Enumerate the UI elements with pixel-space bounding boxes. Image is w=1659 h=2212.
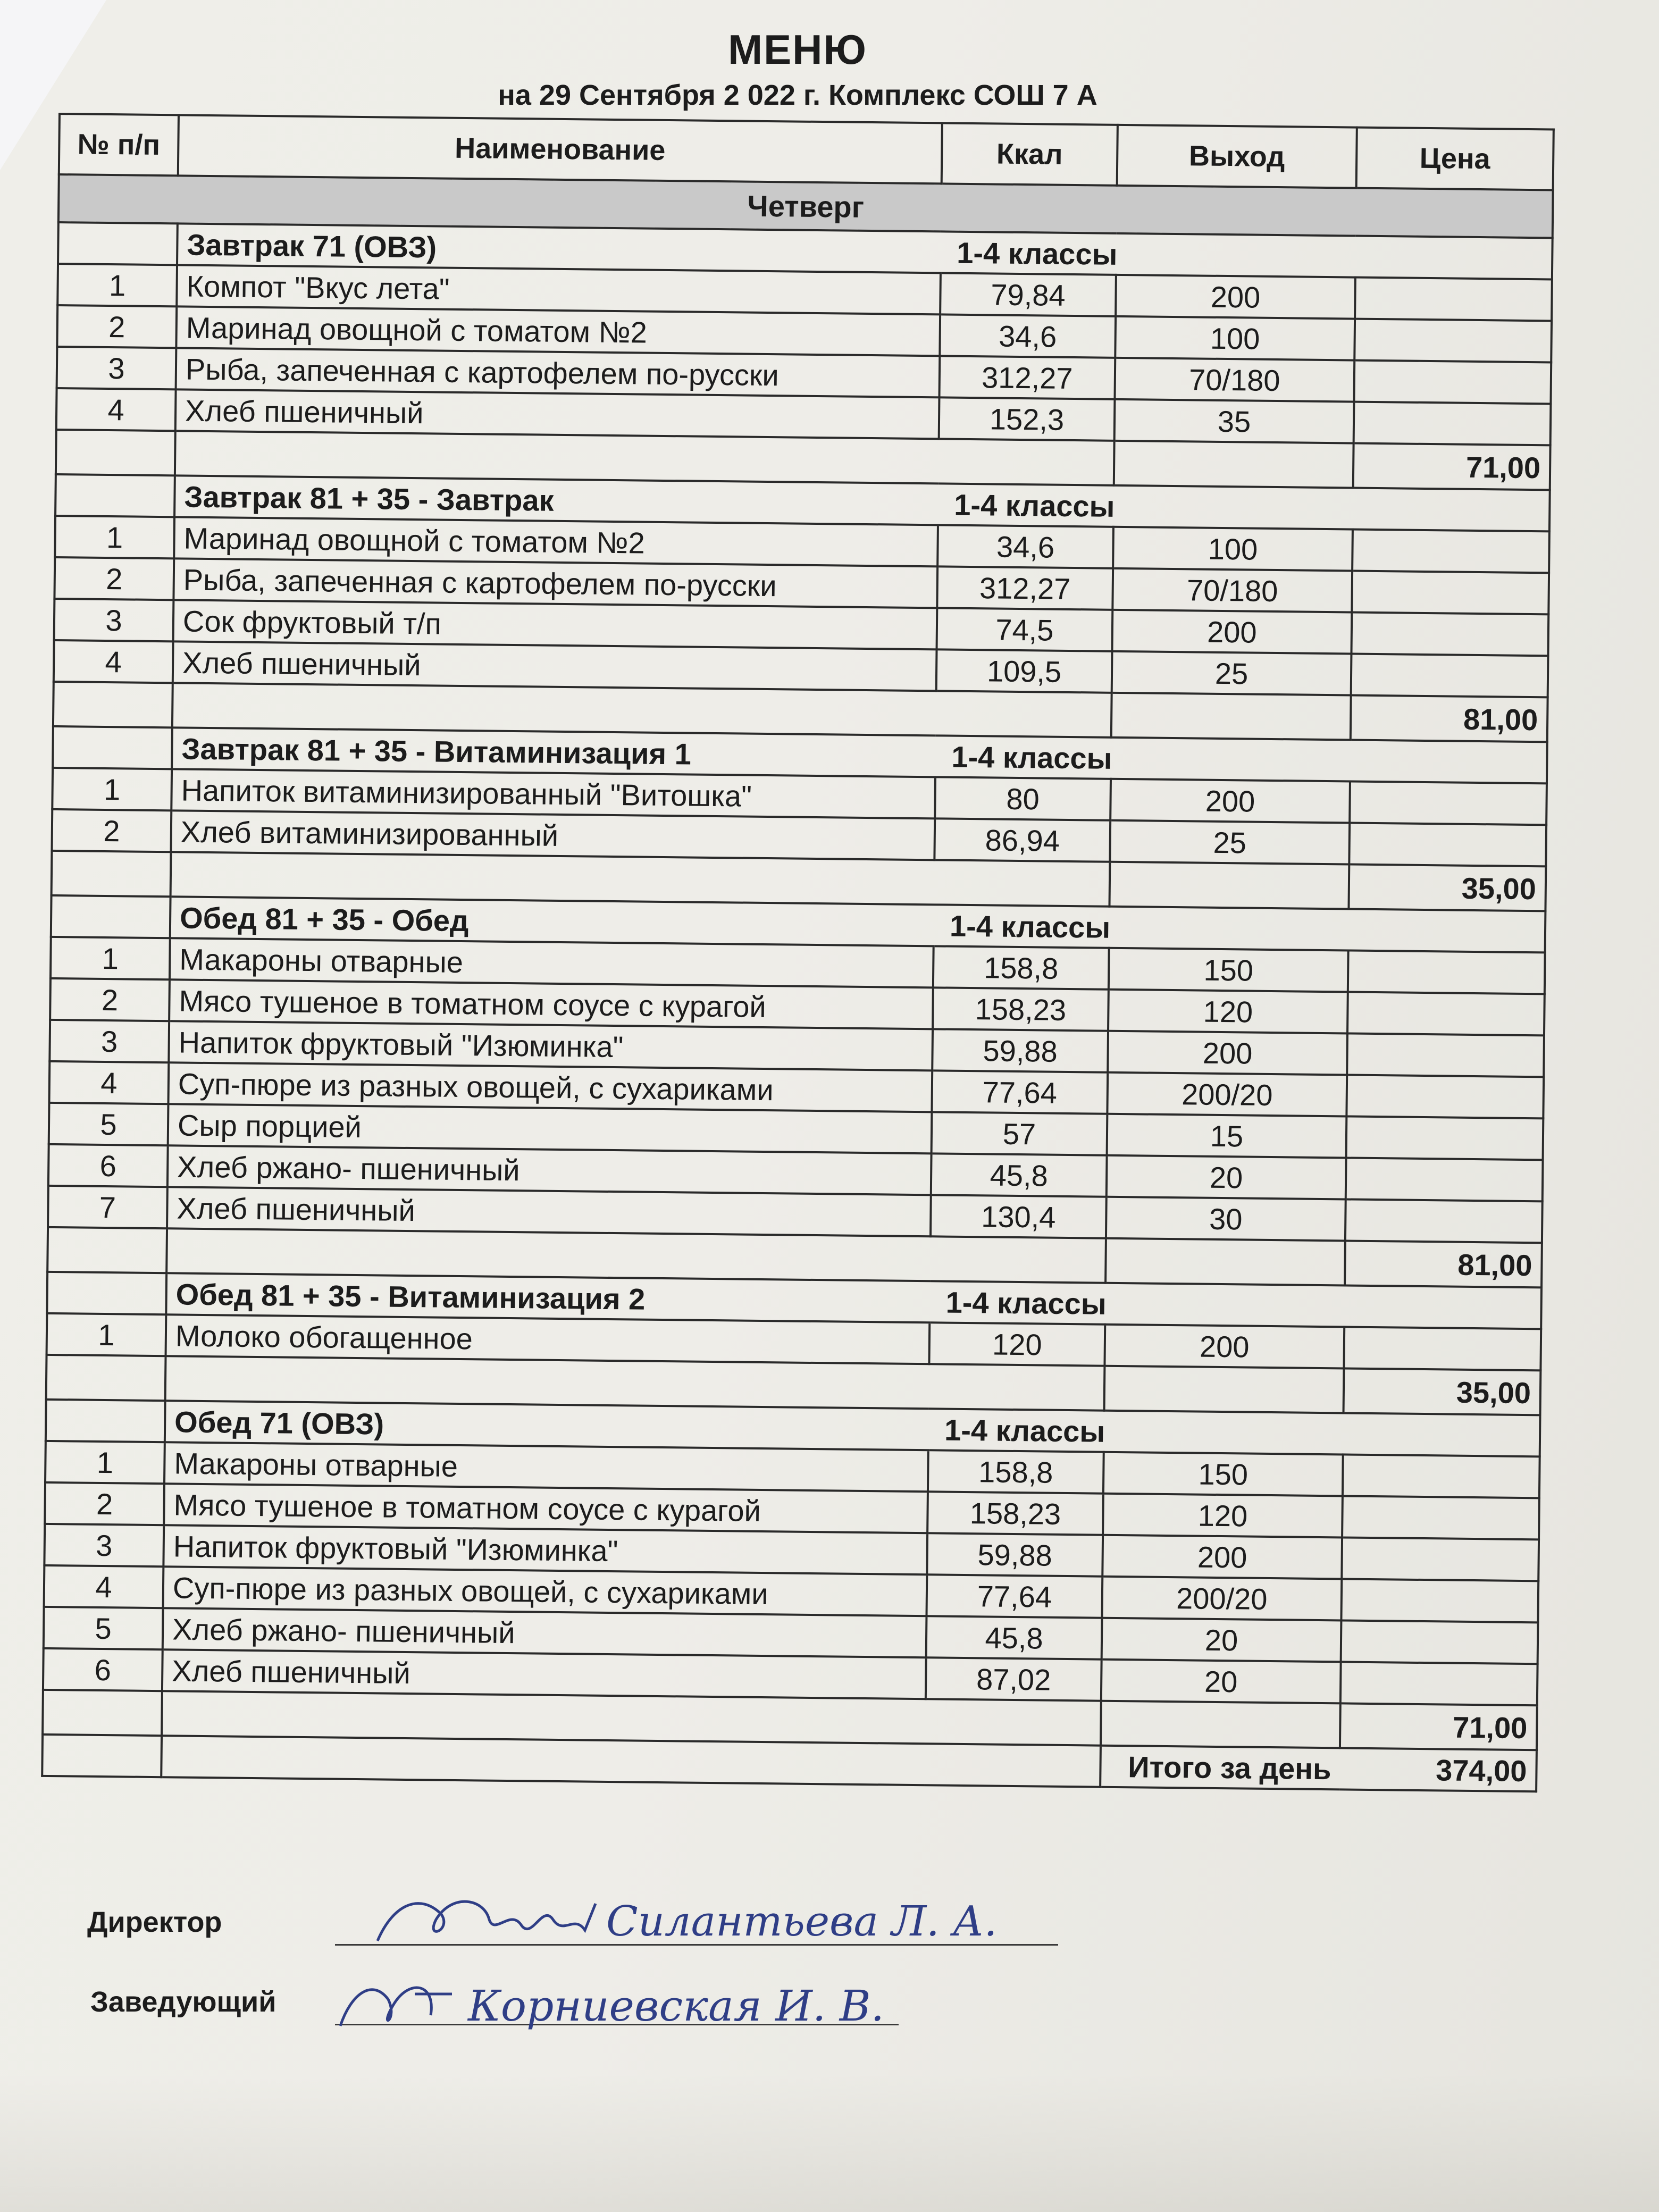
item-price <box>1349 823 1546 867</box>
item-kcal: 86,94 <box>934 818 1110 861</box>
item-name: Напиток фруктовый "Изюминка" <box>163 1525 927 1574</box>
total-output-cell <box>1109 862 1349 909</box>
section-total: 71,00 <box>1340 1703 1537 1750</box>
item-price <box>1341 1579 1538 1622</box>
item-price <box>1341 1620 1538 1664</box>
section-title: Обед 81 + 35 - Обед <box>170 896 934 946</box>
item-name: Сыр порцией <box>168 1104 932 1153</box>
section-title: Завтрак 71 (ОВЗ) <box>177 223 941 273</box>
item-kcal: 109,5 <box>936 649 1112 692</box>
item-name: Сок фруктовый т/п <box>173 600 937 649</box>
item-name: Хлеб ржано- пшеничный <box>163 1608 927 1657</box>
item-num: 7 <box>48 1186 167 1228</box>
item-kcal: 158,23 <box>933 987 1109 1030</box>
item-kcal: 158,8 <box>928 1450 1104 1493</box>
item-num: 1 <box>52 768 172 810</box>
item-output: 100 <box>1113 527 1353 571</box>
item-num: 2 <box>54 557 174 600</box>
item-num: 5 <box>44 1607 163 1649</box>
section-total: 81,00 <box>1351 696 1548 742</box>
item-output: 20 <box>1101 1660 1341 1704</box>
item-kcal: 59,88 <box>932 1029 1108 1072</box>
manager-label: Заведующий <box>90 1986 276 2018</box>
item-price <box>1355 278 1552 321</box>
item-price <box>1352 530 1549 573</box>
item-output: 200 <box>1116 275 1355 319</box>
item-num: 4 <box>49 1061 169 1104</box>
item-kcal: 312,27 <box>939 356 1115 399</box>
item-num: 1 <box>51 937 170 979</box>
grand-total-value: 374,00 <box>1339 1748 1537 1791</box>
item-num: 3 <box>57 347 177 389</box>
item-price <box>1344 1327 1541 1370</box>
total-output-cell <box>1114 441 1354 488</box>
item-kcal: 158,8 <box>933 946 1109 989</box>
item-kcal: 34,6 <box>940 314 1116 357</box>
item-name: Мясо тушеное в томатном соусе с курагой <box>164 1484 928 1533</box>
item-name: Хлеб ржано- пшеничный <box>167 1145 932 1195</box>
item-price <box>1354 361 1551 404</box>
section-grade: 1-4 классы <box>934 904 1546 952</box>
section-grade: 1-4 классы <box>935 735 1547 783</box>
item-name: Хлеб пшеничный <box>167 1187 931 1236</box>
item-name: Суп-пюре из разных овощей, с сухариками <box>163 1566 927 1616</box>
signature-block <box>85 1898 1414 2063</box>
item-kcal: 130,4 <box>931 1195 1107 1238</box>
total-num-cell <box>56 430 175 475</box>
item-name: Маринад овощной с томатом №2 <box>176 306 940 356</box>
total-output-cell <box>1104 1366 1344 1413</box>
item-price <box>1347 1033 1544 1077</box>
page-title: МЕНЮ <box>728 26 867 73</box>
item-price <box>1346 1158 1543 1201</box>
item-price <box>1351 613 1548 656</box>
menu-table-body <box>42 174 1553 1791</box>
day-label: Четверг <box>58 174 1553 238</box>
item-kcal: 59,88 <box>927 1533 1103 1576</box>
item-output: 70/180 <box>1112 568 1352 613</box>
item-price <box>1340 1662 1538 1705</box>
director-signature <box>362 1882 1106 1962</box>
section-grade: 1-4 классы <box>929 1281 1541 1329</box>
item-output: 30 <box>1106 1197 1346 1241</box>
item-kcal: 80 <box>935 777 1111 820</box>
column-header-name: Наименование <box>178 115 942 183</box>
item-name: Хлеб пшеничный <box>173 641 937 691</box>
item-price <box>1343 1454 1540 1498</box>
section-total: 81,00 <box>1345 1241 1542 1287</box>
section-grade: 1-4 классы <box>938 483 1550 531</box>
column-header-output: Выход <box>1117 125 1357 188</box>
item-output: 35 <box>1115 399 1354 443</box>
item-output: 100 <box>1115 316 1355 361</box>
director-label: Директор <box>87 1906 222 1938</box>
item-name: Молоко обогащенное <box>166 1314 930 1364</box>
item-name: Маринад овощной с томатом №2 <box>174 517 938 566</box>
item-kcal: 57 <box>932 1112 1108 1155</box>
column-header-price: Цена <box>1356 128 1554 190</box>
manager-name: Корниевская И. В. <box>468 1981 884 2031</box>
item-output: 200 <box>1102 1535 1342 1579</box>
item-name: Макароны отварные <box>164 1442 928 1492</box>
grand-total-label: Итого за день <box>1100 1746 1340 1790</box>
section-title: Завтрак 81 + 35 - Витаминизация 1 <box>172 727 936 777</box>
column-header-kcal: Ккал <box>942 123 1118 185</box>
item-kcal: 45,8 <box>926 1616 1102 1659</box>
total-num-cell <box>53 682 173 727</box>
section-total: 35,00 <box>1348 864 1546 911</box>
item-price <box>1354 319 1552 363</box>
item-output: 200 <box>1110 779 1350 823</box>
item-num: 4 <box>54 640 173 683</box>
item-num: 2 <box>50 978 170 1021</box>
item-price <box>1348 950 1545 994</box>
item-num: 2 <box>57 305 177 348</box>
section-total: 71,00 <box>1353 443 1551 490</box>
item-output: 200 <box>1108 1031 1347 1075</box>
item-output: 120 <box>1108 990 1348 1034</box>
item-output: 200/20 <box>1107 1073 1347 1117</box>
item-kcal: 120 <box>929 1322 1105 1365</box>
item-name: Макароны отварные <box>170 938 934 987</box>
total-output-cell <box>1111 693 1351 740</box>
item-name: Хлеб пшеничный <box>162 1649 926 1699</box>
item-kcal: 79,84 <box>940 273 1116 316</box>
item-price <box>1350 782 1547 825</box>
section-num-cell <box>47 1272 166 1314</box>
item-output: 120 <box>1103 1494 1343 1538</box>
item-name: Мясо тушеное в томатном соусе с курагой <box>169 979 933 1029</box>
section-total: 35,00 <box>1344 1368 1541 1415</box>
item-name: Рыба, запеченная с картофелем по-русски <box>176 348 940 397</box>
item-num: 6 <box>48 1144 168 1187</box>
total-num-cell <box>43 1690 162 1736</box>
item-price <box>1342 1537 1539 1581</box>
total-output-cell <box>1105 1238 1345 1286</box>
item-name: Суп-пюре из разных овощей, с сухариками <box>168 1062 932 1112</box>
item-kcal: 34,6 <box>937 525 1113 568</box>
item-name: Напиток витаминизированный "Витошка" <box>171 769 935 818</box>
item-name: Напиток фруктовый "Изюминка" <box>169 1021 933 1070</box>
item-num: 4 <box>44 1565 164 1608</box>
item-kcal: 152,3 <box>939 397 1115 440</box>
section-num-cell <box>55 474 175 517</box>
item-num: 3 <box>44 1524 164 1566</box>
grand-num-cell <box>42 1735 162 1777</box>
item-price <box>1342 1496 1539 1539</box>
item-num: 1 <box>45 1441 165 1484</box>
item-name: Хлеб пшеничный <box>175 389 940 439</box>
menu-table <box>41 113 1555 1792</box>
item-num: 3 <box>49 1020 169 1062</box>
director-name: Силантьева Л. А. <box>606 1898 998 1946</box>
section-title: Завтрак 81 + 35 - Завтрак <box>174 475 939 525</box>
total-output-cell <box>1101 1701 1340 1748</box>
item-num: 1 <box>55 516 174 558</box>
item-num: 3 <box>54 599 174 641</box>
item-kcal: 312,27 <box>937 566 1113 609</box>
item-price <box>1354 402 1551 446</box>
item-num: 2 <box>45 1482 164 1525</box>
item-num: 4 <box>56 388 176 431</box>
item-num: 1 <box>57 264 177 306</box>
item-output: 15 <box>1107 1114 1347 1158</box>
item-price <box>1346 1075 1544 1118</box>
total-num-cell <box>46 1355 166 1401</box>
item-kcal: 87,02 <box>926 1657 1102 1700</box>
column-header-num: № п/п <box>59 114 179 175</box>
item-price <box>1347 992 1545 1035</box>
item-output: 200/20 <box>1102 1577 1342 1621</box>
item-name: Хлеб витаминизированный <box>171 810 935 860</box>
item-num: 2 <box>52 809 171 852</box>
section-grade: 1-4 классы <box>941 231 1553 279</box>
item-price <box>1351 654 1548 698</box>
item-output: 20 <box>1102 1618 1342 1662</box>
item-name: Рыба, запеченная с картофелем по-русски <box>173 558 937 608</box>
item-output: 70/180 <box>1115 358 1354 402</box>
item-output: 200 <box>1112 610 1352 654</box>
item-kcal: 77,64 <box>926 1574 1102 1618</box>
section-grade: 1-4 классы <box>928 1409 1540 1456</box>
item-output: 200 <box>1104 1325 1344 1369</box>
page-subtitle: на 29 Сентября 2 022 г. Комплекс СОШ 7 А <box>498 79 1097 111</box>
section-title: Обед 71 (ОВЗ) <box>165 1401 929 1450</box>
paper-shadow <box>0 2074 1659 2212</box>
item-price <box>1352 571 1549 615</box>
item-num: 5 <box>49 1103 169 1145</box>
item-output: 20 <box>1107 1155 1346 1200</box>
total-num-cell <box>47 1227 167 1273</box>
item-price <box>1346 1116 1544 1160</box>
item-output: 25 <box>1112 651 1352 696</box>
item-num: 6 <box>43 1648 163 1691</box>
item-name: Компот "Вкус лета" <box>177 265 941 314</box>
item-kcal: 45,8 <box>931 1153 1107 1196</box>
item-output: 150 <box>1103 1452 1343 1496</box>
item-kcal: 74,5 <box>937 608 1113 651</box>
manager-signature <box>330 1962 1074 2047</box>
section-num-cell <box>51 895 171 938</box>
section-num-cell <box>46 1400 165 1442</box>
item-price <box>1345 1199 1543 1243</box>
section-title: Обед 81 + 35 - Витаминизация 2 <box>166 1273 930 1322</box>
item-num: 1 <box>47 1313 166 1356</box>
item-output: 25 <box>1110 820 1350 865</box>
total-num-cell <box>52 851 171 896</box>
item-kcal: 158,23 <box>927 1492 1103 1535</box>
section-num-cell <box>58 222 178 265</box>
item-kcal: 77,64 <box>932 1070 1108 1113</box>
section-num-cell <box>53 726 172 769</box>
item-output: 150 <box>1109 948 1348 992</box>
